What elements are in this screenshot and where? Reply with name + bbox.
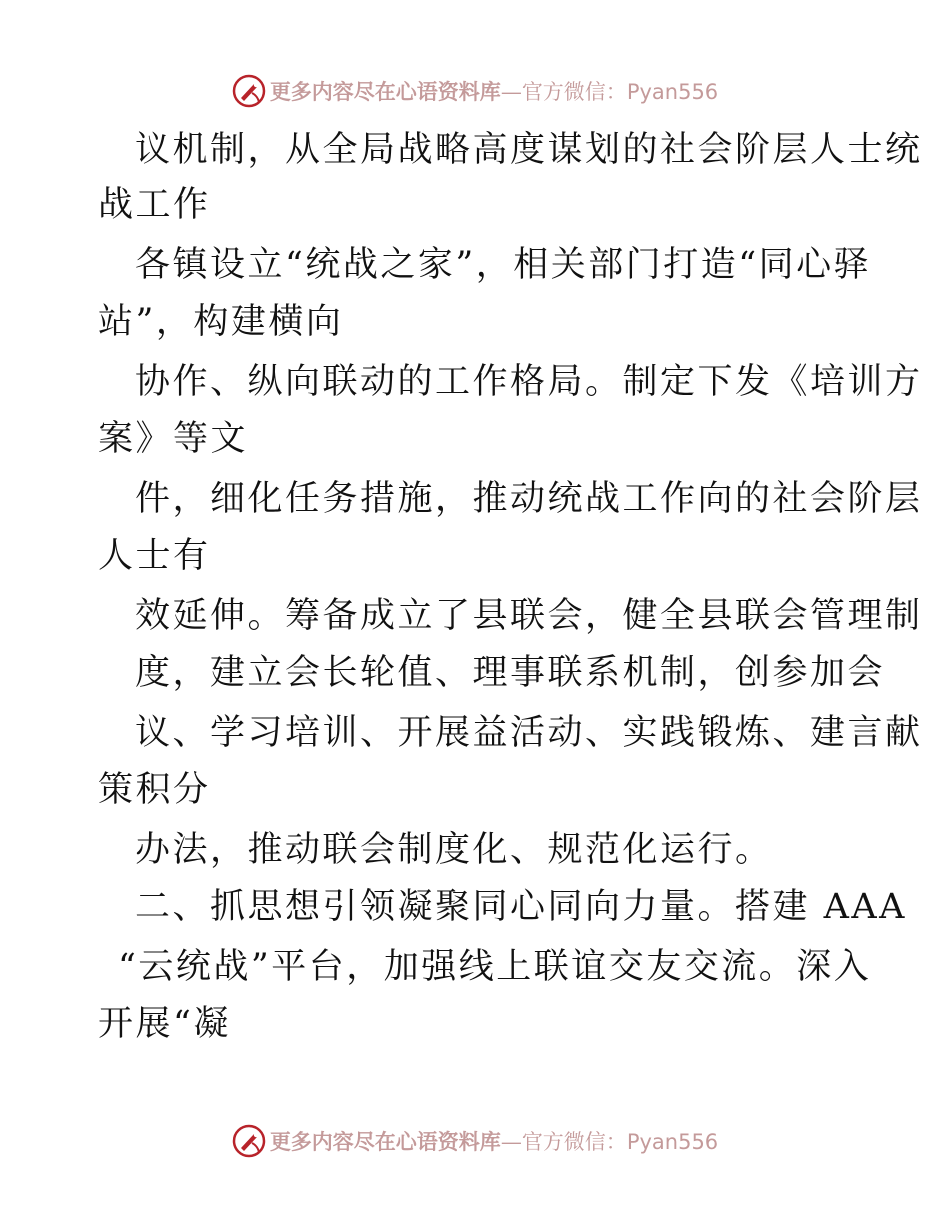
body-line: 办法，推动联会制度化、规范化运行。	[135, 830, 773, 870]
header-banner-text	[270, 76, 718, 106]
footer-brand-text: 更多内容尽在心语资料库	[269, 1129, 501, 1154]
body-line: “云统战”平台，加强线上联谊交友交流。深入	[118, 947, 872, 987]
header-wechat-label: 官方微信：	[521, 80, 627, 104]
footer-watermark	[0, 1121, 950, 1161]
header-wechat-id: Pyan556	[626, 80, 719, 104]
brand-logo-icon	[232, 1124, 266, 1158]
body-line: 策积分	[98, 770, 211, 810]
footer-wechat-id: Pyan556	[626, 1130, 719, 1154]
body-line: 案》等文	[98, 419, 249, 459]
body-line: 件，细化任务措施，推动统战工作向的社会阶层	[135, 479, 923, 519]
body-line: 各镇设立“统战之家”，相关部门打造“同心驿	[135, 245, 872, 285]
header-watermark	[0, 71, 950, 111]
body-line: 人士有	[98, 536, 211, 576]
body-line: 度，建立会长轮值、理事联系机制，创参加会	[135, 653, 886, 693]
footer-wechat-label: 官方微信：	[521, 1130, 627, 1154]
body-line: 效延伸。筹备成立了县联会，健全县联会管理制	[135, 596, 923, 636]
brand-logo-icon	[232, 74, 266, 108]
body-line: 二、抓思想引领凝聚同心同向力量。搭建 AAA	[135, 887, 907, 927]
footer-banner-text	[270, 1126, 718, 1156]
body-line: 协作、纵向联动的工作格局。制定下发《培训方	[135, 362, 923, 402]
body-line: 议、学习培训、开展益活动、实践锻炼、建言献	[135, 713, 923, 753]
footer-separator: —	[500, 1130, 522, 1154]
body-line: 议机制，从全局战略高度谋划的社会阶层人士统	[135, 130, 923, 170]
header-brand-text: 更多内容尽在心语资料库	[269, 79, 501, 104]
header-separator: —	[500, 80, 522, 104]
body-line: 开展“凝	[98, 1004, 231, 1044]
body-line: 战工作	[98, 185, 211, 225]
body-line: 站”，构建横向	[98, 302, 344, 342]
